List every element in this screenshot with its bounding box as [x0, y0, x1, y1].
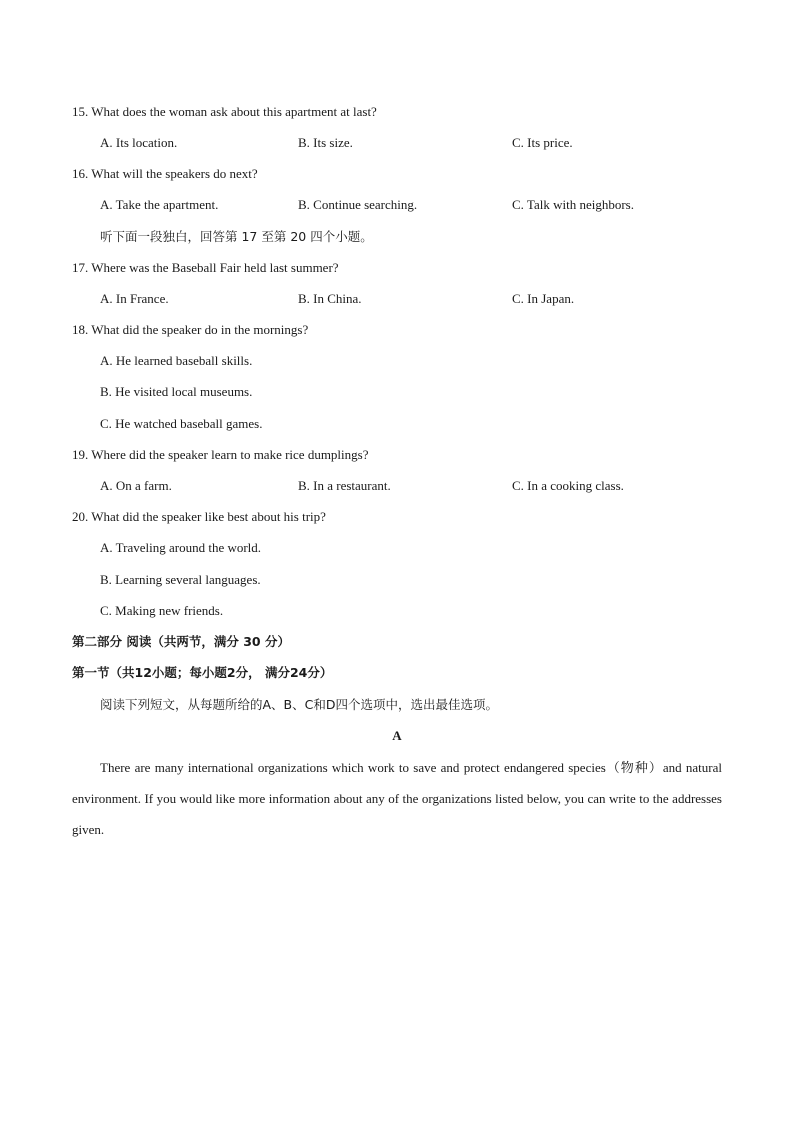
q15-option-b: B. Its size.	[298, 135, 353, 150]
question-19: 19. Where did the speaker learn to make rice dumplings?	[72, 447, 369, 462]
q20-option-a: A. Traveling around the world.	[100, 540, 262, 555]
passage-paragraph: There are many international organizations which work to save and protect endangered species（物种）and natural environment. If you would like more information about any of the organizations listed below, you can write to the addresses given.	[72, 760, 722, 837]
q19-option-a: A. On a farm.	[100, 478, 172, 493]
reading-instruction: 阅读下列短文，从每题所给的A、B、C和D四个选项中，选出最佳选项。	[100, 697, 498, 712]
q18-option-b: B. He visited local museums.	[100, 384, 253, 399]
q15-option-a: A. Its location.	[100, 135, 178, 150]
q17-option-b: B. In China.	[298, 291, 362, 306]
q16-option-b: B. Continue searching.	[298, 197, 418, 212]
q16-option-c: C. Talk with neighbors.	[512, 197, 634, 212]
q20-option-c: C. Making new friends.	[100, 603, 224, 618]
question-15: 15. What does the woman ask about this apartment at last?	[72, 104, 377, 119]
q18-option-c: C. He watched baseball games.	[100, 416, 263, 431]
listening-instruction: 听下面一段独白，回答第 17 至第 20 四个小题。	[100, 229, 373, 244]
q15-option-c: C. Its price.	[512, 135, 573, 150]
q16-option-a: A. Take the apartment.	[100, 197, 219, 212]
q20-option-b: B. Learning several languages.	[100, 572, 261, 587]
q18-option-a: A. He learned baseball skills.	[100, 353, 253, 368]
question-17: 17. Where was the Baseball Fair held last summer?	[72, 260, 339, 275]
q17-option-a: A. In France.	[100, 291, 169, 306]
q17-option-c: C. In Japan.	[512, 291, 575, 306]
question-16: 16. What will the speakers do next?	[72, 166, 258, 181]
section1-heading: 第一节（共12小题；每小题2分， 满分24分）	[72, 665, 333, 680]
question-20: 20. What did the speaker like best about his trip?	[72, 509, 326, 524]
q19-option-b: B. In a restaurant.	[298, 478, 391, 493]
q19-option-c: C. In a cooking class.	[512, 478, 624, 493]
question-18: 18. What did the speaker do in the mornings?	[72, 322, 309, 337]
passage-letter: A	[392, 728, 402, 743]
part2-heading: 第二部分 阅读（共两节，满分 30 分）	[72, 634, 290, 649]
